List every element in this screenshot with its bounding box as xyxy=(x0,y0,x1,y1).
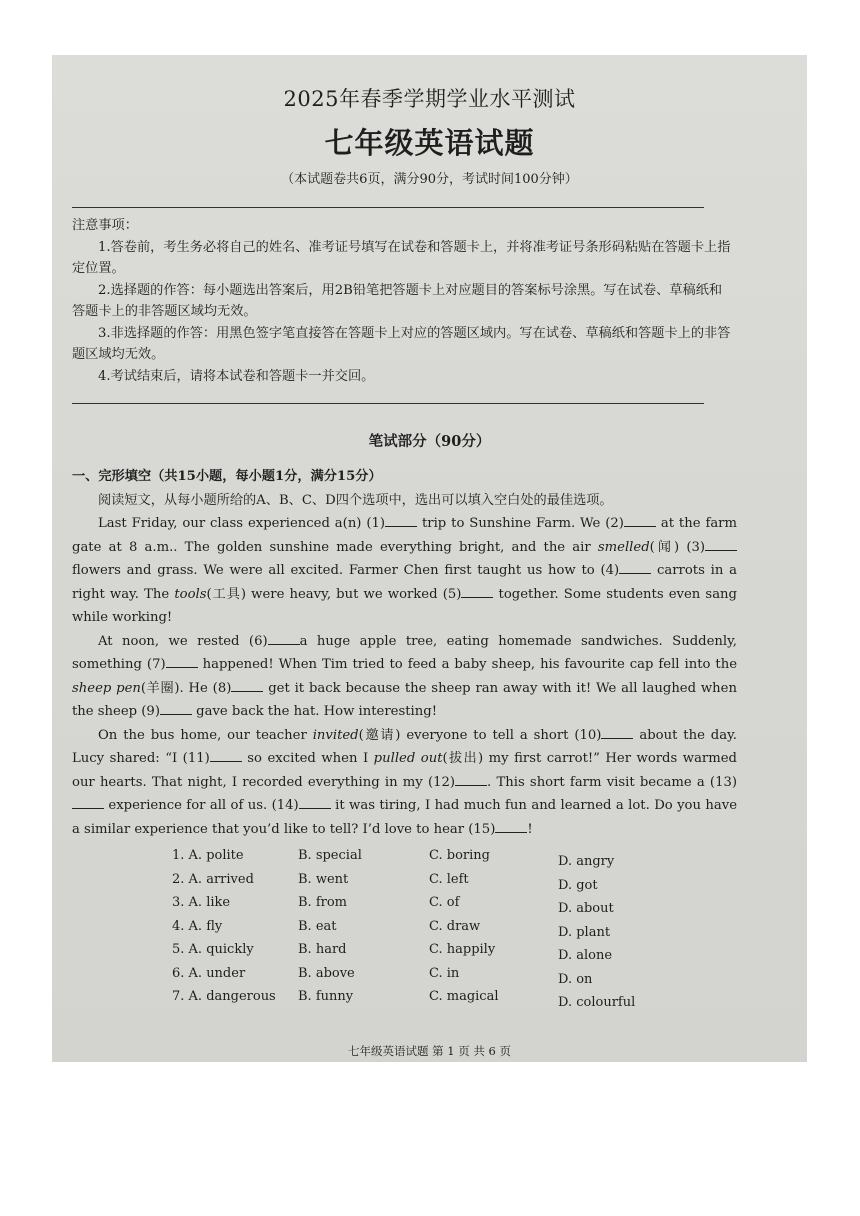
divider-top xyxy=(72,207,704,208)
option-d: D. colourful xyxy=(558,995,636,1010)
page-footer: 七年级英语试题 第 1 页 共 6 页 xyxy=(347,1044,512,1058)
option-c: C. of xyxy=(429,895,460,910)
option-d: D. got xyxy=(558,877,598,893)
option-b: B. funny xyxy=(298,989,354,1004)
option-a: 2. A. arrived xyxy=(172,871,254,887)
blank-7 xyxy=(166,654,198,668)
note-item-2: 2.选择题的作答：每小题选出答案后，用2B铅笔把答题卡上对应题目的答案标号涂黑。写在试卷、草稿纸和答题卡上的非答题区域均无效。 xyxy=(72,282,723,319)
exam-paper xyxy=(52,55,807,1062)
question-options-7 xyxy=(172,989,732,1012)
passage-paragraph-1: Last Friday, our class experienced a(n) (1) trip to Sunshine Farm. We (2) at the farm gate at 8 a.m.. The golden sunshine made everything bright, and the air smelled(闻) (3) flowers and grass. We were all excited. Farmer Chen first taught us how to (4) carrots in a right way. The tools(工具) were heavy, but we worked (5) together. Some students even sang while working! xyxy=(72,512,737,630)
cloze-heading: 一、完形填空（共15小题，每小题1分，满分15分） xyxy=(72,469,382,484)
passage-paragraph-2: At noon, we rested (6) a huge apple tree, eating homemade sandwiches. Suddenly, something (7) happened! When Tim tried to feed a baby sheep, his favourite cap fell into the sheep pen(羊圈). He (8) get it back because the sheep ran away with it! We all laughed when the sheep (9) gave back the hat. How interesting! xyxy=(72,630,737,724)
option-c: C. draw xyxy=(429,918,481,934)
option-d: D. plant xyxy=(558,924,611,940)
option-d: D. on xyxy=(558,971,593,987)
option-b: B. went xyxy=(298,871,349,887)
exam-subject-title: 七年级英语试题 xyxy=(324,126,535,160)
question-options-5 xyxy=(172,942,732,965)
option-b: B. from xyxy=(298,895,347,910)
option-a: 5. A. quickly xyxy=(172,942,254,957)
option-a: 1. A. polite xyxy=(172,848,244,863)
blank-9 xyxy=(160,701,192,715)
blank-4 xyxy=(619,560,651,574)
exam-title: 2025年春季学期学业水平测试 xyxy=(283,87,576,111)
note-item-3: 3.非选择题的作答：用黑色签字笔直接答在答题卡上对应的答题区域内。写在试卷、草稿纸和答题卡上的非答题区域均无效。 xyxy=(72,325,731,362)
option-a: 3. A. like xyxy=(172,895,231,910)
blank-12 xyxy=(455,772,487,786)
notes-section xyxy=(72,215,732,387)
option-b: B. special xyxy=(298,848,362,863)
exam-info: （本试题卷共6页，满分90分，考试时间100分钟） xyxy=(281,172,578,187)
blank-14 xyxy=(299,795,331,809)
option-c: C. left xyxy=(429,871,469,887)
option-b: B. above xyxy=(298,965,355,981)
cloze-section xyxy=(72,465,737,841)
note-item-4: 4.考试结束后，请将本试卷和答题卡一并交回。 xyxy=(98,368,375,384)
notes-heading: 注意事项： xyxy=(72,218,138,233)
blank-15 xyxy=(495,819,527,833)
option-a: 6. A. under xyxy=(172,965,246,981)
blank-6 xyxy=(268,631,300,645)
section-title: 笔试部分（90分） xyxy=(368,433,491,450)
question-options-4 xyxy=(172,919,732,942)
blank-2 xyxy=(624,513,656,527)
blank-10 xyxy=(601,725,633,739)
question-options-2 xyxy=(172,872,732,895)
cloze-instruction: 阅读短文，从每小题所给的A、B、C、D四个选项中，选出可以填入空白处的最佳选项。 xyxy=(98,492,613,508)
option-a: 7. A. dangerous xyxy=(172,989,276,1004)
option-b: B. hard xyxy=(298,942,347,957)
blank-1 xyxy=(385,513,417,527)
option-d: D. angry xyxy=(558,854,615,869)
note-item-1: 1.答卷前，考生务必将自己的姓名、准考证号填写在试卷和答题卡上，并将准考证号条形码粘贴在答题卡上指定位置。 xyxy=(72,239,731,276)
blank-8 xyxy=(231,678,263,692)
blank-13 xyxy=(72,795,104,809)
blank-5 xyxy=(461,584,493,598)
question-options-6 xyxy=(172,966,732,989)
divider-bottom xyxy=(72,403,704,404)
option-b: B. eat xyxy=(298,918,337,934)
question-options-3 xyxy=(172,895,732,918)
option-c: C. happily xyxy=(429,942,496,957)
option-d: D. alone xyxy=(558,948,613,963)
option-d: D. about xyxy=(558,901,614,916)
blank-11 xyxy=(210,748,242,762)
option-c: C. in xyxy=(429,965,460,981)
option-c: C. boring xyxy=(429,848,490,863)
option-c: C. magical xyxy=(429,989,499,1004)
question-options-1 xyxy=(172,848,732,871)
blank-3 xyxy=(705,537,737,551)
option-a: 4. A. fly xyxy=(172,918,223,934)
passage-paragraph-3: On the bus home, our teacher invited(邀请) everyone to tell a short (10) about the day. Lucy shared: “I (11) so excited when I pulled out(拔出) my first carrot!” Her words warmed our hearts. That night, I recorded everything in my (12) . This short farm visit became a (13) experience for all of us. (14) it was tiring, I had much fun and learned a lot. Do you have a similar experience that you’d like to tell? I’d love to hear (15) ! xyxy=(72,724,737,842)
cloze-passage xyxy=(72,512,737,841)
